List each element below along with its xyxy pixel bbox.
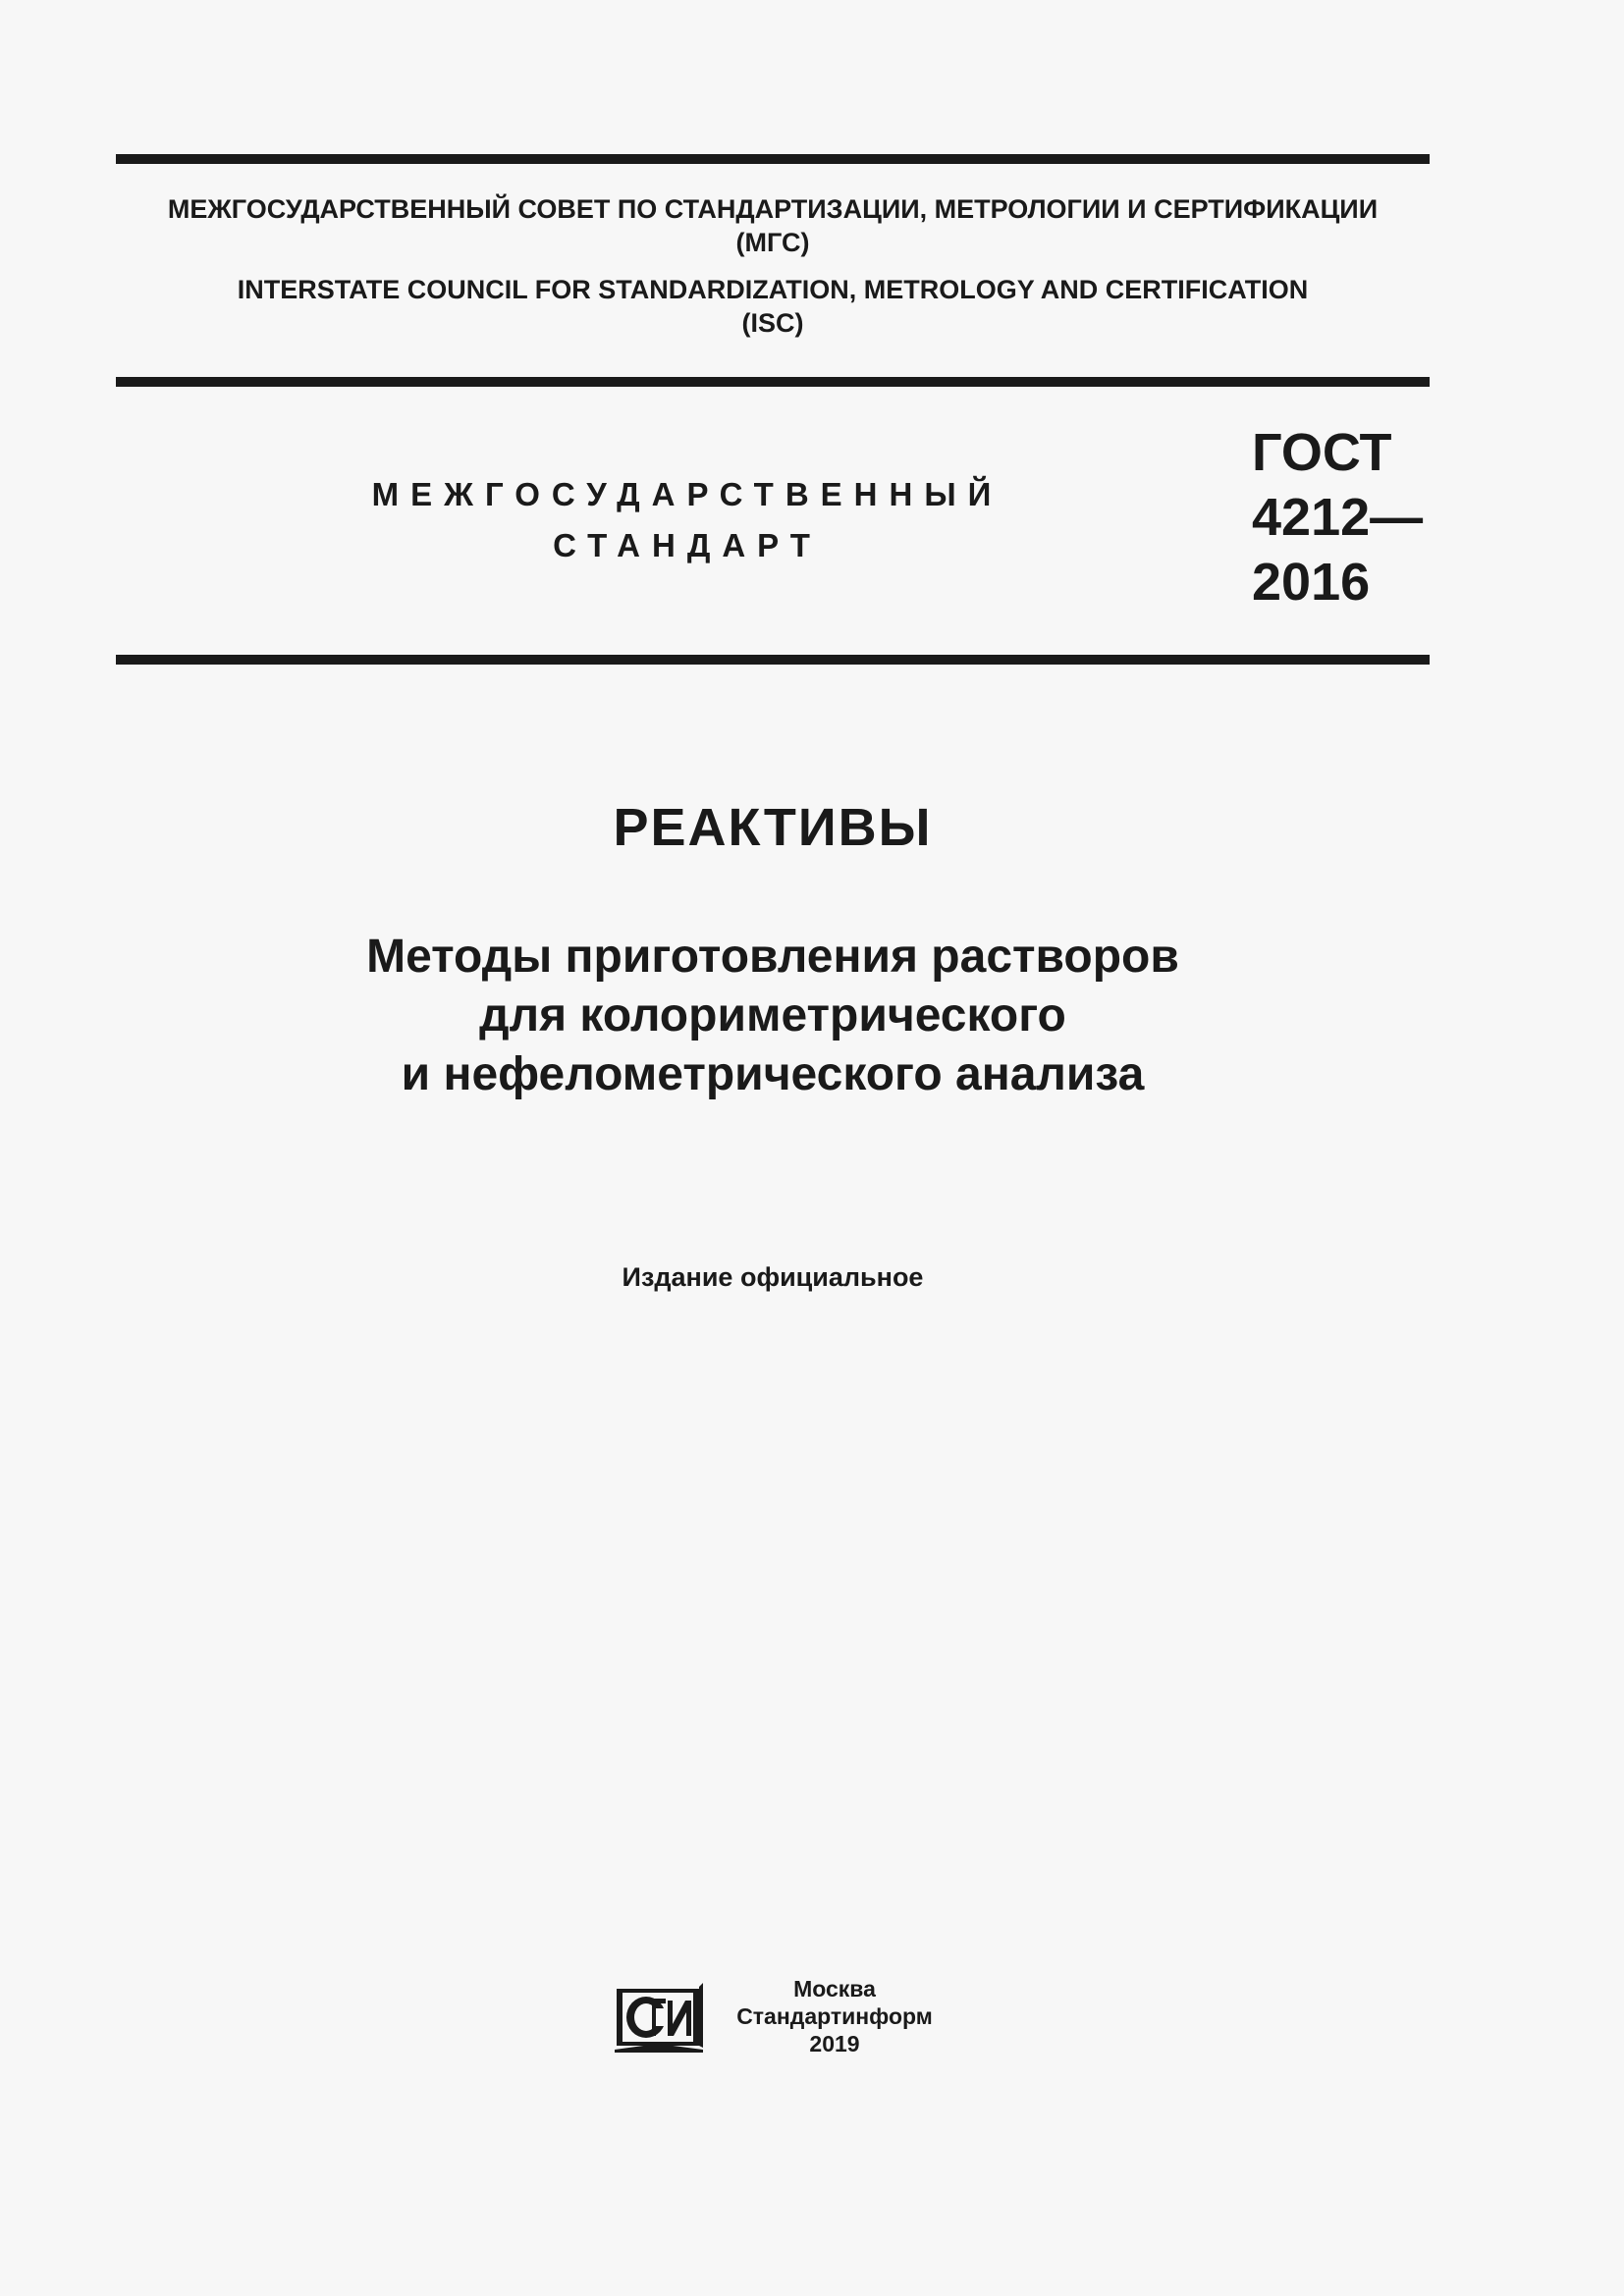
middle-rule (116, 377, 1430, 387)
edition-label: Издание официальное (622, 1262, 924, 1292)
designation-year: 2016 (1252, 553, 1371, 612)
council-name-en: INTERSTATE COUNCIL FOR STANDARDIZATION, METROLOGY AND CERTIFICATION (237, 275, 1309, 304)
document-title: РЕАКТИВЫ (613, 798, 933, 857)
top-rule (116, 154, 1430, 164)
lower-rule (116, 655, 1430, 665)
subtitle-line2: для колориметрического (479, 989, 1066, 1041)
publisher-name: Стандартинформ (736, 2003, 933, 2029)
standard-kind-line1: МЕЖГОСУДАРСТВЕННЫЙ (371, 476, 1003, 512)
council-abbr-en: (ISC) (741, 308, 804, 338)
standard-kind-line2: СТАНДАРТ (553, 527, 822, 563)
publisher-year: 2019 (809, 2031, 860, 2056)
council-header (116, 192, 1430, 340)
publisher-city: Москва (793, 1976, 876, 2002)
subtitle-line3: и нефелометрического анализа (401, 1048, 1145, 1100)
standard-designation (1252, 420, 1423, 614)
publisher-imprint (717, 1975, 952, 2057)
council-name-ru: МЕЖГОСУДАРСТВЕННЫЙ СОВЕТ ПО СТАНДАРТИЗАЦИИ, МЕТРОЛОГИИ И СЕРТИФИКАЦИИ (167, 194, 1379, 224)
designation-number: 4212— (1252, 488, 1424, 547)
designation-prefix: ГОСТ (1252, 423, 1392, 482)
document-subtitle (116, 928, 1430, 1104)
subtitle-line1: Методы приготовления растворов (366, 931, 1179, 983)
standard-kind (324, 469, 1051, 571)
council-abbr-ru: (МГС) (735, 228, 810, 257)
standartinform-logo-icon (613, 1981, 705, 2054)
